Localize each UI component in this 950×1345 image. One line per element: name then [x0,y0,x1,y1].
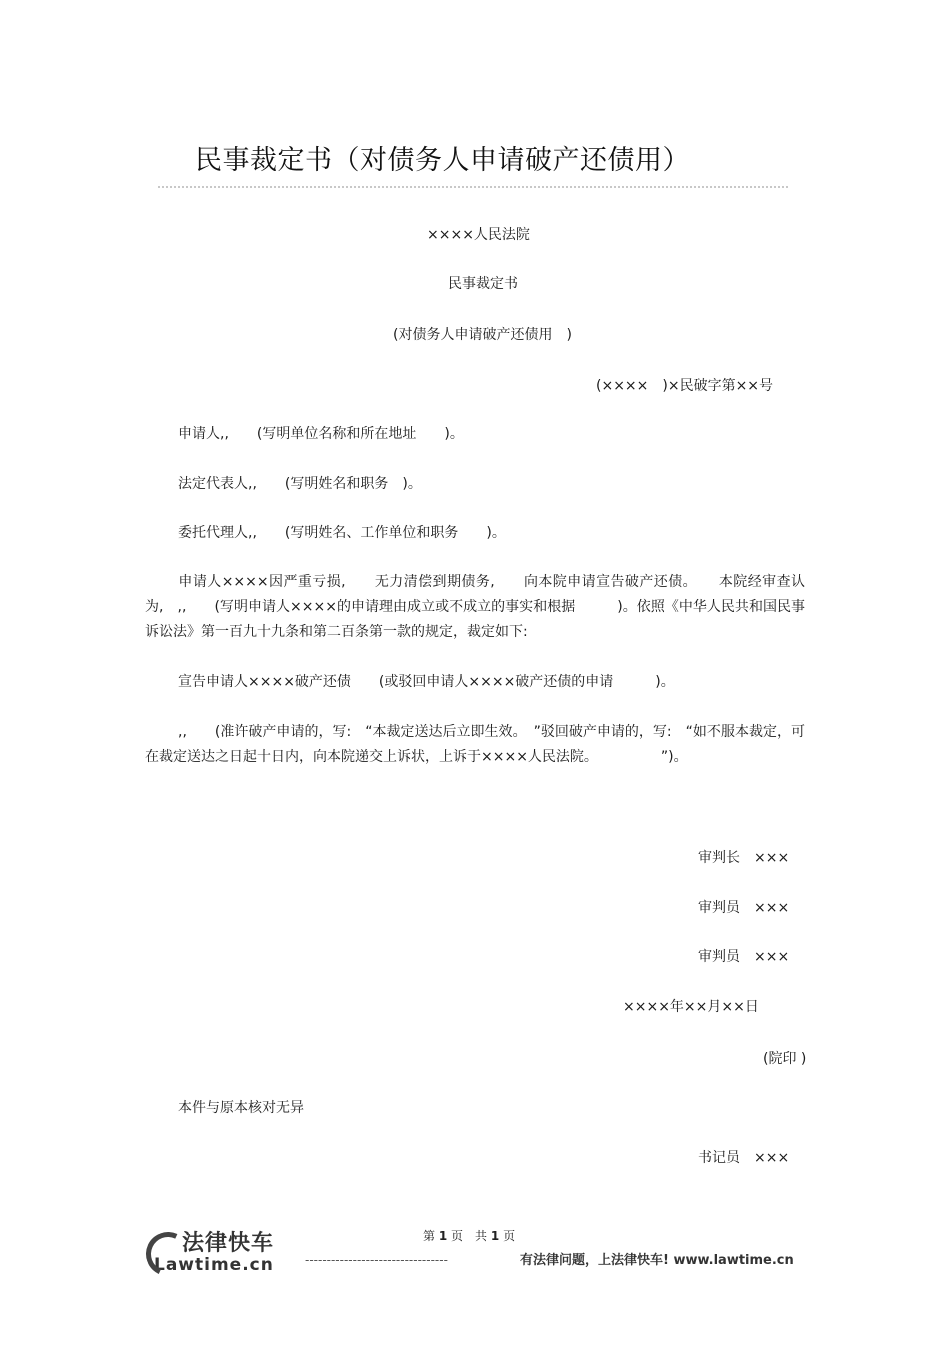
page-indicator [423,1227,515,1244]
page-number: 1 [438,1229,448,1243]
signature-judge-2: 审判员 ××× [698,949,790,965]
signature-judge-1: 审判员 ××× [698,900,790,916]
document-type: 民事裁定书 [448,276,518,292]
logo-english-text: Lawtime.cn [154,1255,274,1275]
page-label-prefix: 第 [423,1229,436,1243]
notice-paragraph [145,720,805,770]
case-number: (×××× )×民破字第××号 [596,378,774,394]
page-label-middle: 页 共 [451,1229,488,1243]
signature-clerk: 书记员 ××× [698,1150,790,1166]
agent-line: 委托代理人,, (写明姓名、工作单位和职务 )。 [178,525,506,541]
verification-note: 本件与原本核对无异 [178,1100,304,1116]
signature-chief-judge: 审判长 ××× [698,850,790,866]
document-title: 民事裁定书（对债务人申请破产还债用） [195,145,690,176]
ruling-date: ××××年××月××日 [623,999,759,1015]
title-divider [158,186,788,188]
body-paragraph [145,570,805,645]
lawtime-logo [148,1226,274,1275]
applicant-line: 申请人,, (写明单位名称和所在地址 )。 [178,426,464,442]
footer-dash-line: --------------------------------- [305,1253,448,1267]
page-label-suffix: 页 [503,1229,516,1243]
document-subtype: (对债务人申请破产还债用 ) [393,327,572,343]
legal-representative-line: 法定代表人,, (写明姓名和职务 )。 [178,476,422,492]
page-total: 1 [490,1229,500,1243]
ruling-paragraph [145,670,805,695]
court-name: ××××人民法院 [427,227,530,243]
body-text: 申请人××××因严重亏损, 无力清偿到期债务, 向本院申请宣告破产还债。 本院经审查认为, ,, (写明申请人××××的申请理由成立或不成立的事实和根据 )。依照《中华人民共和国民事诉讼法》第一百九十九条和第二百条第一款的规定，裁定如下: [145,574,805,640]
logo-chinese-text: 法律快车 [182,1231,275,1256]
ruling-text: 宣告申请人××××破产还债 (或驳回申请人××××破产还债的申请 )。 [178,674,675,690]
footer-slogan: 有法律问题，上法律快车! www.lawtime.cn [520,1253,794,1268]
notice-text: ,, (准许破产申请的，写: “本裁定送达后立即生效。 ”驳回破产申请的，写: “如不服本裁定，可在裁定送达之日起十日内，向本院递交上诉状，上诉于××××人民法院。 ”)。 [145,724,805,765]
court-seal: (院印 ) [763,1051,807,1067]
